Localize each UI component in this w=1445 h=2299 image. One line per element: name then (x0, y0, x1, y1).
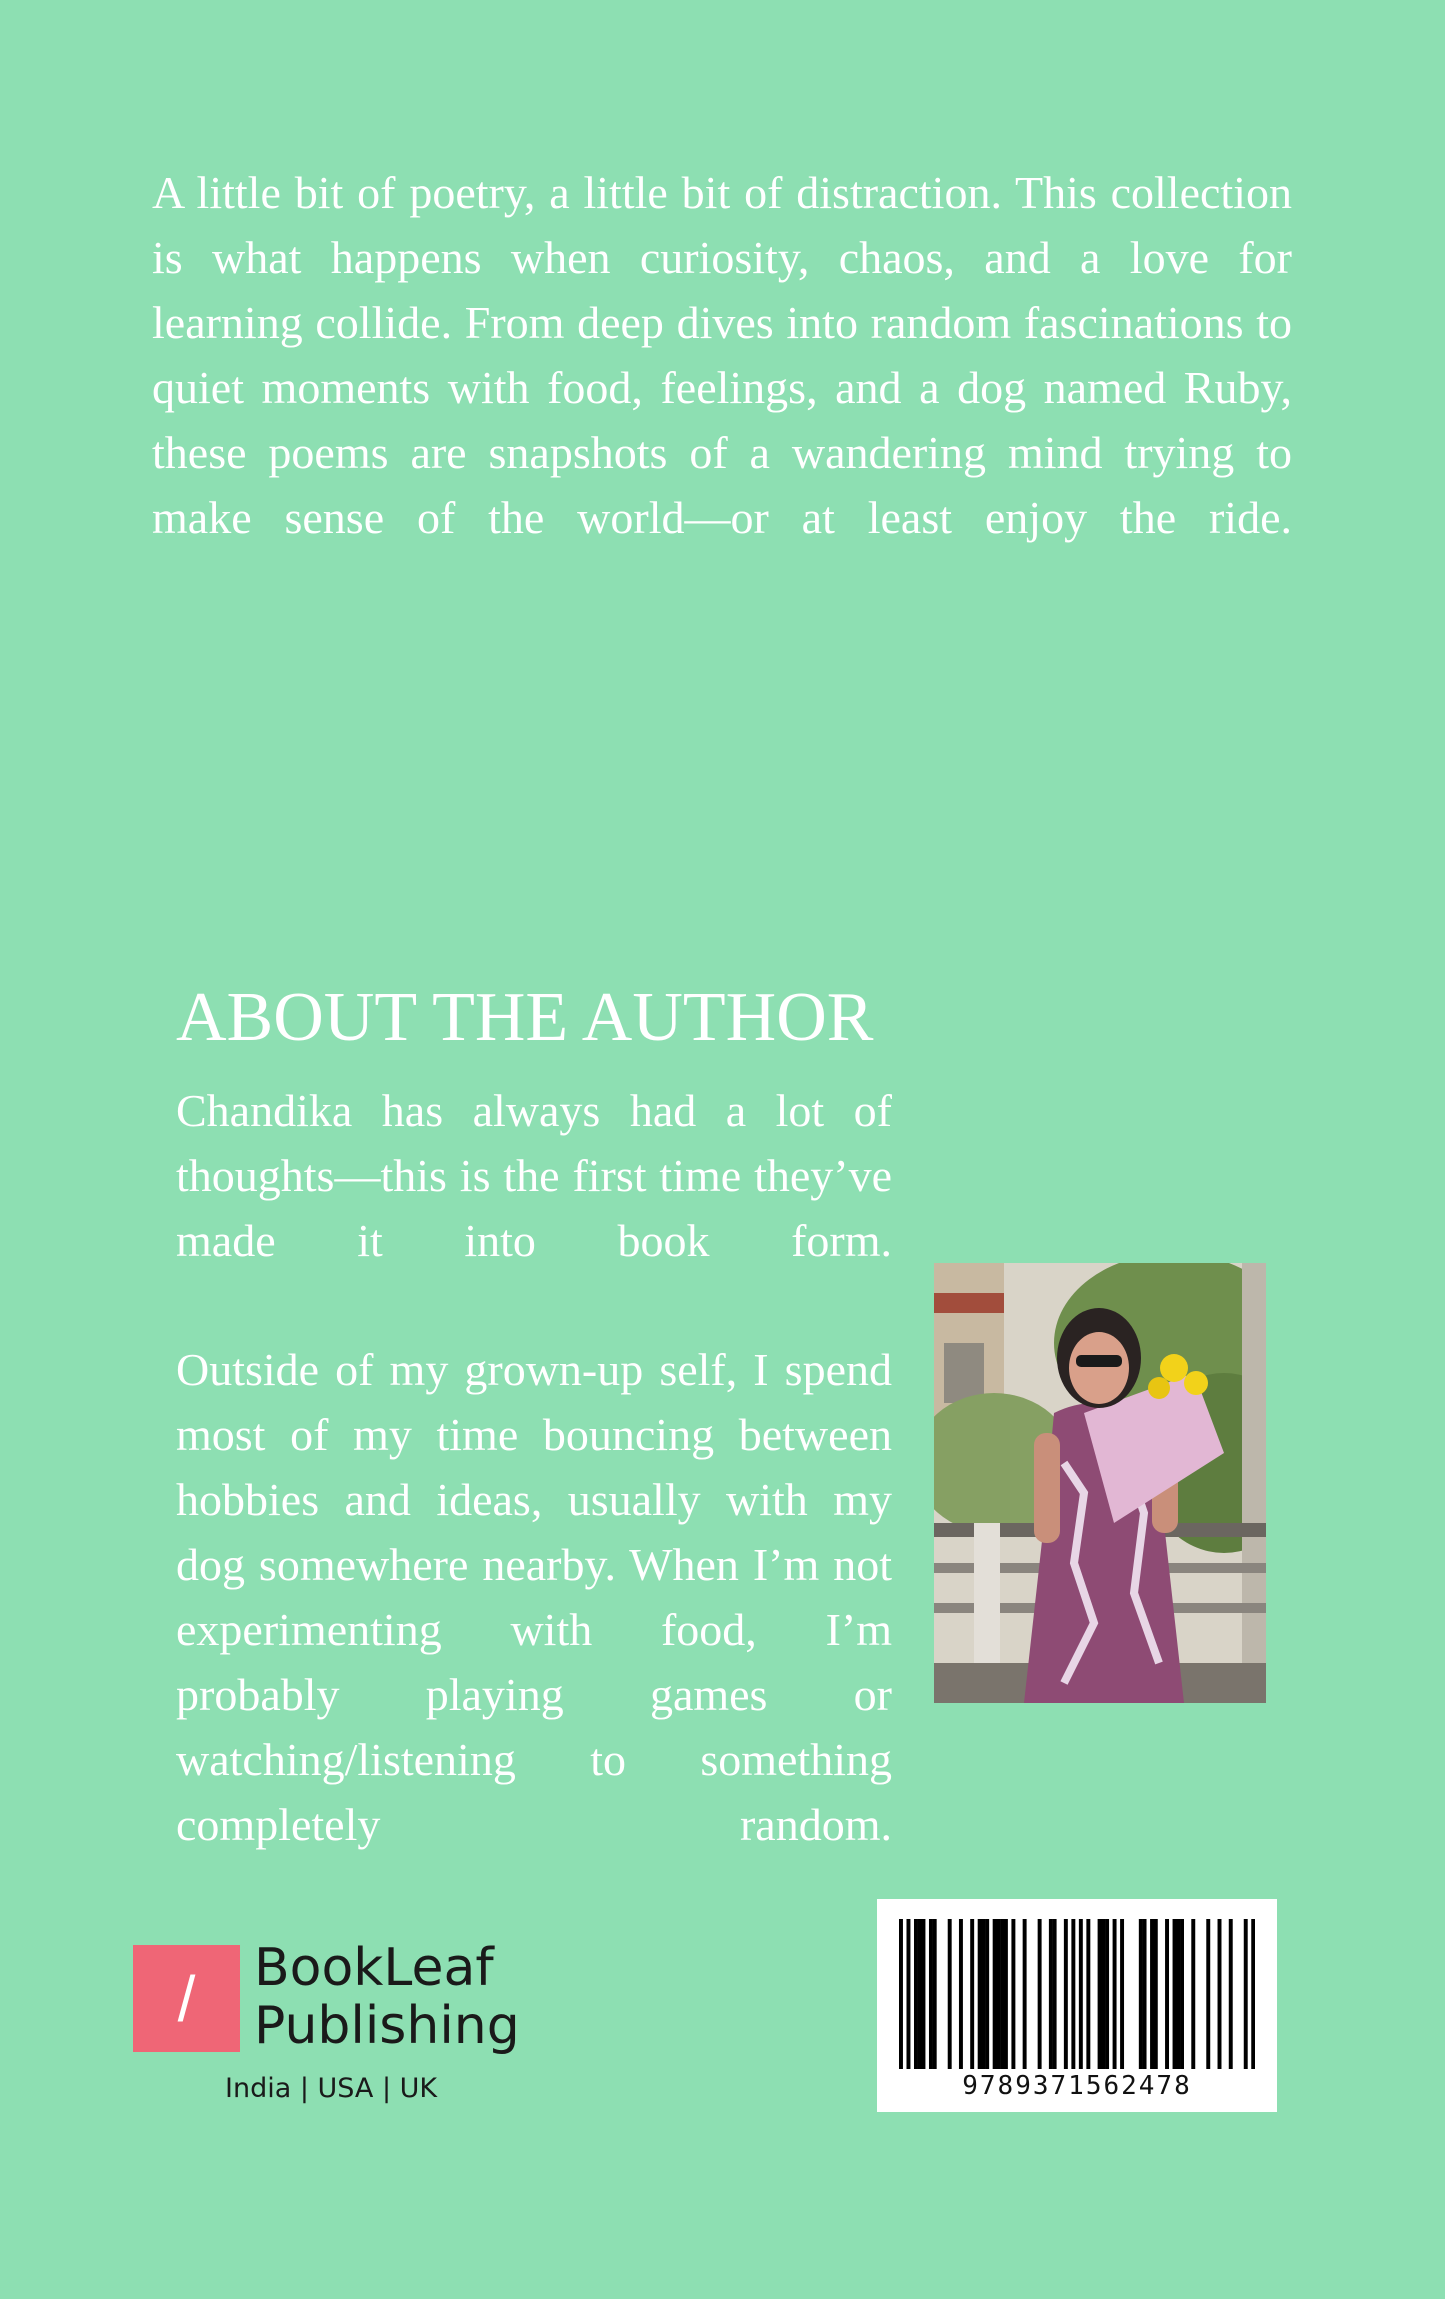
isbn-number: 9789371562478 (962, 2071, 1192, 2101)
barcode-bar (1038, 1919, 1042, 2069)
barcode-bar (1000, 1919, 1004, 2069)
barcode-bar (906, 1919, 910, 2069)
about-author-paragraph-2: Outside of my grown-up self, I spend most of my time bouncing between hobbies and ideas, usually with my dog somewhere nearby. When I’m not experimenting with food, I’m probably playing games or watching/listening to something completely random. (176, 1344, 892, 1850)
slash-icon: / (133, 1945, 240, 2052)
author-photo (934, 1263, 1266, 1703)
barcode-bar (1180, 1919, 1184, 2069)
barcode-bar (1105, 1919, 1109, 2069)
barcode-bar (1173, 1919, 1177, 2069)
barcode-bars (899, 1919, 1255, 2069)
publisher-name (254, 1939, 520, 2055)
barcode-bar (933, 1919, 937, 2069)
barcode-bar (1251, 1919, 1255, 2069)
back-cover-blurb: A little bit of poetry, a little bit of distraction. This collection is what happens when curiosity, chaos, and a love for learning collide. From deep dives into random fascinations to quiet moments with food, feelings, and a dog named Ruby, these poems are snapshots of a wandering mind trying to make sense of the world—or at least enjoy the ride. (152, 167, 1292, 543)
barcode-bar (1139, 1919, 1143, 2069)
barcode-bar (1150, 1919, 1154, 2069)
barcode-bar (921, 1919, 925, 2069)
barcode-bar (1165, 1919, 1169, 2069)
barcode-bar (996, 1919, 1000, 2069)
publisher-name-line-2: Publishing (254, 1996, 520, 2056)
barcode-bar (1143, 1919, 1147, 2069)
barcode-bar (929, 1919, 933, 2069)
barcode-bar (1218, 1919, 1222, 2069)
barcode-bar (1064, 1919, 1068, 2069)
barcode-bar (1086, 1919, 1090, 2069)
about-author-paragraph-1: Chandika has always had a lot of thoughts—this is the first time they’ve made it into book form. (176, 1085, 892, 1266)
barcode-bar (985, 1919, 989, 2069)
barcode-bar (970, 1919, 974, 2069)
barcode-bar (959, 1919, 963, 2069)
barcode-bar (1206, 1919, 1210, 2069)
barcode-bar (1191, 1919, 1195, 2069)
barcode-bar (1176, 1919, 1180, 2069)
barcode-bar (948, 1919, 952, 2069)
publisher-regions: India | USA | UK (225, 2073, 438, 2104)
barcode-bar (1049, 1919, 1053, 2069)
publisher-name-line-1: BookLeaf (254, 1938, 494, 1998)
barcode-bar (978, 1919, 982, 2069)
barcode-bar (993, 1919, 997, 2069)
barcode-bar (1053, 1919, 1057, 2069)
barcode-bar (1011, 1919, 1015, 2069)
isbn-barcode (877, 1899, 1277, 2112)
barcode-bar (1098, 1919, 1102, 2069)
about-author-heading: ABOUT THE AUTHOR (176, 979, 874, 1056)
barcode-bar (1244, 1919, 1248, 2069)
barcode-bar (914, 1919, 918, 2069)
barcode-bar (981, 1919, 985, 2069)
barcode-bar (1101, 1919, 1105, 2069)
barcode-bar (1113, 1919, 1117, 2069)
barcode-bar (1229, 1919, 1233, 2069)
barcode-bar (1071, 1919, 1075, 2069)
barcode-bar (918, 1919, 922, 2069)
barcode-bar (1079, 1919, 1083, 2069)
barcode-bar (899, 1919, 903, 2069)
barcode-bar (1154, 1919, 1158, 2069)
barcode-bar (1120, 1919, 1124, 2069)
barcode-bar (1004, 1919, 1008, 2069)
barcode-bar (1023, 1919, 1027, 2069)
